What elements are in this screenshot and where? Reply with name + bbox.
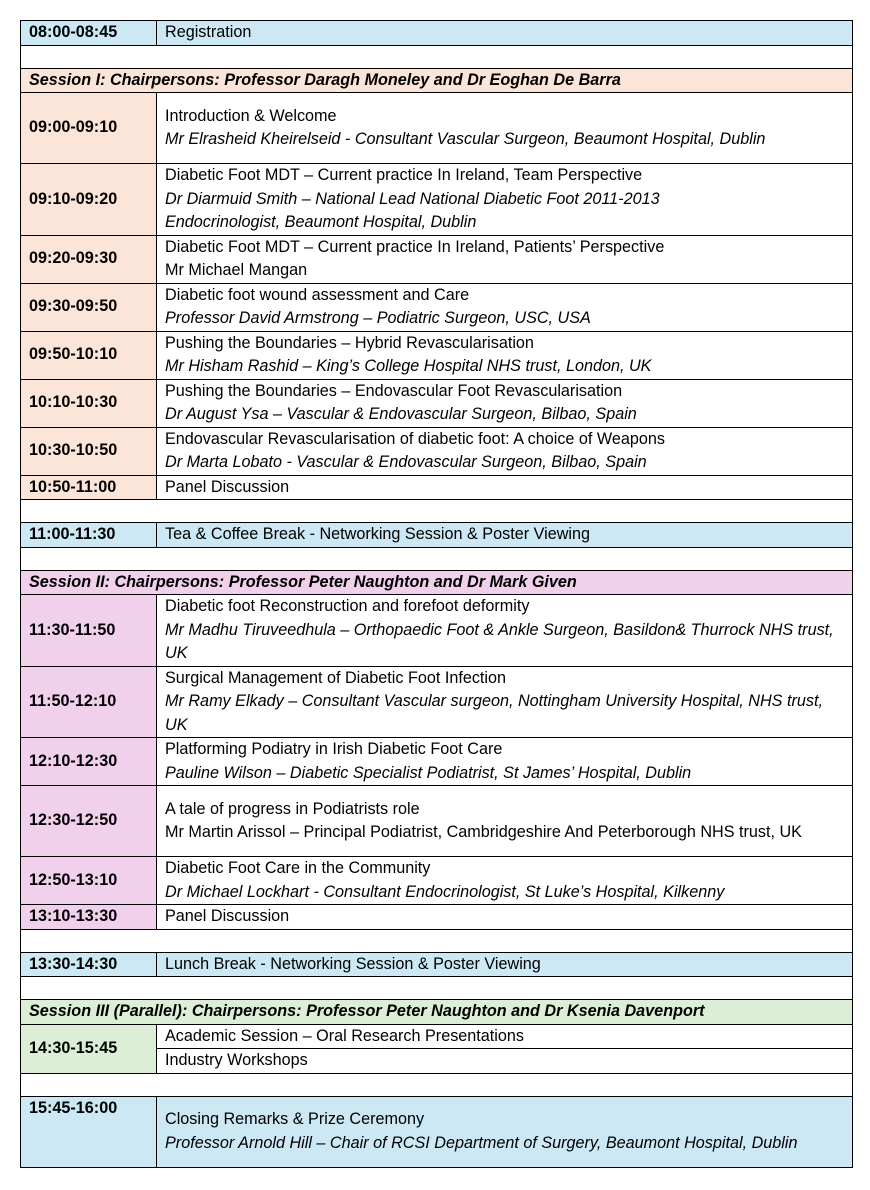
talk-title: Platforming Podiatry in Irish Diabetic Foot Care [165,740,503,758]
talk-title: Pushing the Boundaries – Endovascular Foot Revascularisation [165,381,623,400]
spacer-row [21,547,853,570]
talk-cell [157,595,853,667]
spacer-row [21,45,853,68]
time-cell: 11:30-11:50 [21,595,157,667]
talk-speaker: Dr Michael Lockhart - Consultant Endocrinologist, St Luke’s Hospital, Kilkenny [165,882,725,901]
talk-speaker: Dr Marta Lobato - Vascular & Endovascular Surgeon, Bilbao, Spain [165,453,647,471]
talk-row [21,738,853,786]
talk-title: Diabetic foot Reconstruction and forefoot deformity [165,597,530,615]
break-row [21,523,853,548]
talk-title: Pushing the Boundaries – Hybrid Revascularisation [165,333,534,352]
agenda-label: Registration [157,21,853,46]
talk-row [21,379,853,427]
talk-speaker: Mr Ramy Elkady – Consultant Vascular surgeon, Nottingham University Hospital, NHS trust, UK [165,692,823,734]
time-cell: 09:00-09:10 [21,93,157,164]
talk-speaker: Pauline Wilson – Diabetic Specialist Podiatrist, St James’ Hospital, Dublin [165,763,692,782]
registration-row [21,21,853,46]
talk-title: Endovascular Revascularisation of diabetic foot: A choice of Weapons [165,429,666,448]
session-2-header [21,570,853,595]
talk-title: Surgical Management of Diabetic Foot Infection [165,668,507,687]
talk-title: Panel Discussion [157,905,853,930]
session-header-text: Session II: Chairpersons: Professor Peter Naughton and Dr Mark Given [21,570,853,595]
parallel-row [21,1024,853,1049]
talk-speaker: Mr Madhu Tiruveedhula – Orthopaedic Foot & Ankle Surgeon, Basildon& Thurrock NHS trust, UK [165,620,834,662]
time-cell: 15:45-16:00 [21,1096,157,1167]
talk-row [21,905,853,930]
talk-speaker: Mr Hisham Rashid – King’s College Hospital NHS trust, London, UK [165,357,652,375]
talk-title: Diabetic Foot MDT – Current practice In Ireland, Team Perspective [165,166,643,184]
talk-cell [157,738,853,786]
spacer-row [21,1073,853,1096]
talk-row [21,235,853,283]
talk-speaker: Mr Michael Mangan [165,261,308,279]
time-cell: 14:30-15:45 [21,1024,157,1073]
talk-row [21,283,853,331]
time-cell: 10:10-10:30 [21,379,157,427]
time-cell: 09:10-09:20 [21,164,157,236]
talk-row [21,786,853,857]
talk-row [21,427,853,475]
talk-row [21,164,853,236]
talk-title: Diabetic foot wound assessment and Care [165,285,470,304]
time-cell: 13:10-13:30 [21,905,157,930]
talk-cell [157,666,853,738]
talk-speaker: Mr Martin Arissol – Principal Podiatrist, Cambridgeshire And Peterborough NHS trust, UK [165,823,802,841]
time-cell: 09:20-09:30 [21,235,157,283]
time-cell: 11:50-12:10 [21,666,157,738]
talk-title: Introduction & Welcome [165,106,337,125]
spacer-row [21,500,853,523]
talk-cell [157,283,853,331]
talk-speaker: Dr August Ysa – Vascular & Endovascular Surgeon, Bilbao, Spain [165,405,637,423]
time-cell: 10:30-10:50 [21,427,157,475]
programme-table [20,20,853,1168]
time-cell: 12:30-12:50 [21,786,157,857]
talk-cell [157,93,853,164]
talk-row [21,857,853,905]
break-row [21,952,853,977]
talk-speaker: Mr Elrasheid Kheirelseid - Consultant Vascular Surgeon, Beaumont Hospital, Dublin [165,130,766,148]
agenda-label: Tea & Coffee Break - Networking Session & Poster Viewing [157,523,853,548]
talk-row [21,93,853,164]
talk-cell [157,379,853,427]
talk-cell [157,427,853,475]
time-cell: 13:30-14:30 [21,952,157,977]
talk-title: Diabetic Foot MDT – Current practice In Ireland, Patients’ Perspective [165,237,665,256]
parallel-item: Academic Session – Oral Research Presentations [157,1024,853,1049]
time-cell: 09:50-10:10 [21,331,157,379]
talk-cell [157,235,853,283]
talk-cell [157,857,853,905]
talk-title: Panel Discussion [157,475,853,500]
session-1-header [21,68,853,93]
session-header-text: Session I: Chairpersons: Professor Daragh Moneley and Dr Eoghan De Barra [21,68,853,93]
talk-row [21,331,853,379]
parallel-item: Industry Workshops [157,1049,853,1074]
talk-speaker: Professor Arnold Hill – Chair of RCSI Department of Surgery, Beaumont Hospital, Dublin [165,1133,798,1152]
time-cell: 12:10-12:30 [21,738,157,786]
talk-cell [157,1096,853,1167]
talk-title: A tale of progress in Podiatrists role [165,799,420,818]
time-cell: 12:50-13:10 [21,857,157,905]
talk-row [21,666,853,738]
time-cell: 10:50-11:00 [21,475,157,500]
talk-speaker: Professor David Armstrong – Podiatric Surgeon, USC, USA [165,309,591,327]
talk-cell [157,786,853,857]
talk-row [21,595,853,667]
talk-row [21,475,853,500]
talk-title: Closing Remarks & Prize Ceremony [165,1110,425,1128]
time-cell: 08:00-08:45 [21,21,157,46]
session-header-text: Session III (Parallel): Chairpersons: Professor Peter Naughton and Dr Ksenia Davenport [21,1000,853,1025]
talk-cell [157,164,853,236]
time-cell: 09:30-09:50 [21,283,157,331]
closing-row [21,1096,853,1167]
talk-cell [157,331,853,379]
agenda-label: Lunch Break - Networking Session & Poster Viewing [157,952,853,977]
session-3-header [21,1000,853,1025]
time-cell: 11:00-11:30 [21,523,157,548]
spacer-row [21,977,853,1000]
spacer-row [21,929,853,952]
talk-speaker: Dr Diarmuid Smith – National Lead National Diabetic Foot 2011-2013 Endocrinologist, Beaumont Hospital, Dublin [165,189,660,231]
talk-title: Diabetic Foot Care in the Community [165,859,431,877]
